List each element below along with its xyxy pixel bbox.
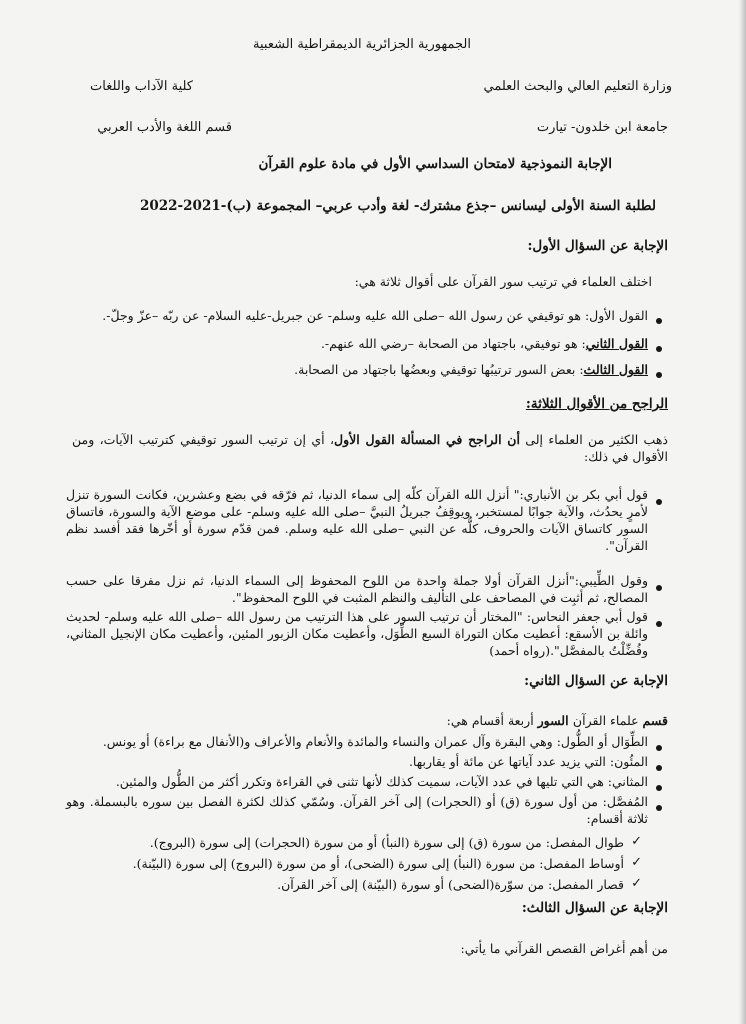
exam-subtitle: لطلبة السنة الأولى ليسانس –جذع مشترك- لغة وأدب عربي– المجموعة (ب)-2021-2022 xyxy=(139,198,656,214)
bullet-icon xyxy=(656,367,662,381)
bullet-icon xyxy=(656,313,662,327)
quote-1: قول أبي بكر بن الأنباري:" أنزل الله القرآن كلّه إلى سماء الدنيا، ثم فرّقه في بضع وعشرين، فكانت السورة تنزل لأمرٍ يحدُث، والآية جوابًا لمستخبر، ويوقِفُ جبريلُ النبيَّ –صلى الله عليه وسلم- على موضع الآية والسورة، فاتساق السور كاتساق الآيات والحروف، كلُّه عن النبي –صلى الله عليه وسلم. فمن قدّم سورة أو أخّرها فقد أفسد نظم القرآن". xyxy=(66,487,648,553)
bullet-icon xyxy=(656,341,662,355)
preferred-text-2: ، أي إن ترتيب السور توقيفي كترتيب الآيات، ومن الأقوال في ذلك: xyxy=(72,432,668,464)
q1-item-3-label: القول الثالث xyxy=(583,362,648,377)
q2-item-4: المُفصَّل: من أول سورة (ق) أو (الحجرات) إلى آخر القرآن. وسُمّي كذلك لكثرة الفصل بين سوره بالبسملة. وهو ثلاثة أقسام: xyxy=(66,794,648,826)
exam-title: الإجابة النموذجية لامتحان السداسي الأول في مادة علوم القرآن xyxy=(258,156,612,172)
preferred-paragraph xyxy=(72,431,668,465)
bullet-icon xyxy=(656,780,662,794)
bullet-icon xyxy=(656,740,662,754)
q1-item-1 xyxy=(102,308,648,324)
check-icon: ✓ xyxy=(631,876,642,891)
q3-heading: الإجابة عن السؤال الثالث: xyxy=(521,900,668,916)
preferred-heading: الراجح من الأقوال الثلاثة: xyxy=(525,396,668,412)
bullet-icon xyxy=(656,760,662,774)
q2-intro-bold-2: السور xyxy=(537,713,573,728)
q1-item-2 xyxy=(321,336,648,352)
ministry-line: وزارة التعليم العالي والبحث العلمي xyxy=(483,79,672,94)
q1-item-3 xyxy=(294,362,648,378)
q2-sub-item-2: أوساط المفصل: من سورة (النبأ) إلى سورة (الضحى)، أو من سورة (البروج) إلى سورة (البيّنة). xyxy=(132,856,624,871)
q2-item-1: الطِّوَال أو الطُّول: وهي البقرة وآل عمران والنساء والمائدة والأنعام والأعراف و(الأنفال مع براءة) أو يونس. xyxy=(102,734,648,749)
q1-intro: اختلف العلماء في ترتيب سور القرآن على أقوال ثلاثة هي: xyxy=(354,274,652,289)
q2-sub-item-3: قصار المفصل: من سوّرة(الضحى) أو سورة (البيّنة) إلى آخر القرآن. xyxy=(277,877,624,892)
faculty-line: كلية الآداب واللغات xyxy=(90,79,193,94)
preferred-text-1: ذهب الكثير من العلماء إلى xyxy=(525,432,668,447)
preferred-bold: أن الراجح في المسألة القول الأول xyxy=(334,432,520,447)
q2-intro xyxy=(447,713,668,729)
q2-intro-bold-1: قسم xyxy=(642,713,668,728)
bullet-icon xyxy=(656,580,662,594)
q1-item-2-label: القول الثاني xyxy=(585,336,648,351)
bullet-icon xyxy=(656,616,662,630)
bullet-icon xyxy=(656,800,662,814)
bullet-icon xyxy=(656,494,662,508)
department-line: قسم اللغة والأدب العربي xyxy=(97,120,232,135)
q2-item-2: المئُون: التي يزيد عدد آياتها عن مائة أو يقاربها. xyxy=(408,754,648,769)
q1-item-2-text: : هو توفيقي، باجتهاد من الصحابة –رضي الله عنهم-. xyxy=(320,336,586,351)
quote-2: وقول الطِّيبي:"أنزل القرآن أولا جملة واحدة من اللوح المحفوظ إلى السماء الدنيا، ثم نزل مفرقا على حسب المصالح، ثم أثبِت في المصاحف على التأليف والنظم المثبت في اللوح المحفوظ". xyxy=(66,573,648,605)
check-icon: ✓ xyxy=(631,855,642,870)
q2-intro-text-2: أربعة أقسام هي: xyxy=(446,713,538,728)
q1-item-1-text: القول الأول: هو توقيفي عن رسول الله –صلى الله عليه وسلم- عن جبريل-عليه السلام- عن ربّه –عزّ وجلّ-. xyxy=(102,308,648,323)
q1-item-3-text: : بعض السور ترتيبُها توقيفي وبعضُها باجتهاد من الصحابة. xyxy=(294,362,584,377)
quote-3: قول أبي جعفر النحاس: "المختار أن ترتيب السور على هذا الترتيب من رسول الله –صلى الله عليه وسلم- لحديث وائلة بن الأسقع: أعطيت مكان التوراة السبع الطِّوَل، وأعطيت مكان الزبور المئين، وأعطيت مكان الإنجيل المثاني، وفُضِّلْتُ بالمفصَّل".(رواه أحمد) xyxy=(66,609,648,658)
q2-heading: الإجابة عن السؤال الثاني: xyxy=(524,673,668,689)
republic-line: الجمهورية الجزائرية الديمقراطية الشعبية xyxy=(253,37,471,52)
university-line: جامعة ابن خلدون- تيارت xyxy=(536,120,668,135)
q2-item-3: المثاني: هي التي تليها في عدد الآيات، سميت كذلك لأنها تثنى في القراءة وتكرر أكثر من الطُّول والمئين. xyxy=(115,774,648,789)
check-icon: ✓ xyxy=(631,834,642,849)
q3-intro: من أهم أغراض القصص القرآني ما يأتي: xyxy=(460,941,668,956)
page-edge-shadow xyxy=(738,0,746,1024)
q2-sub-item-1: طوال المفصل: من سورة (ق) إلى سورة (النبأ) أو من سورة (الحجرات) إلى سورة (البروج). xyxy=(149,835,624,850)
q1-heading: الإجابة عن السؤال الأول: xyxy=(527,238,668,254)
q2-intro-text-1: علماء القرآن xyxy=(572,713,643,728)
